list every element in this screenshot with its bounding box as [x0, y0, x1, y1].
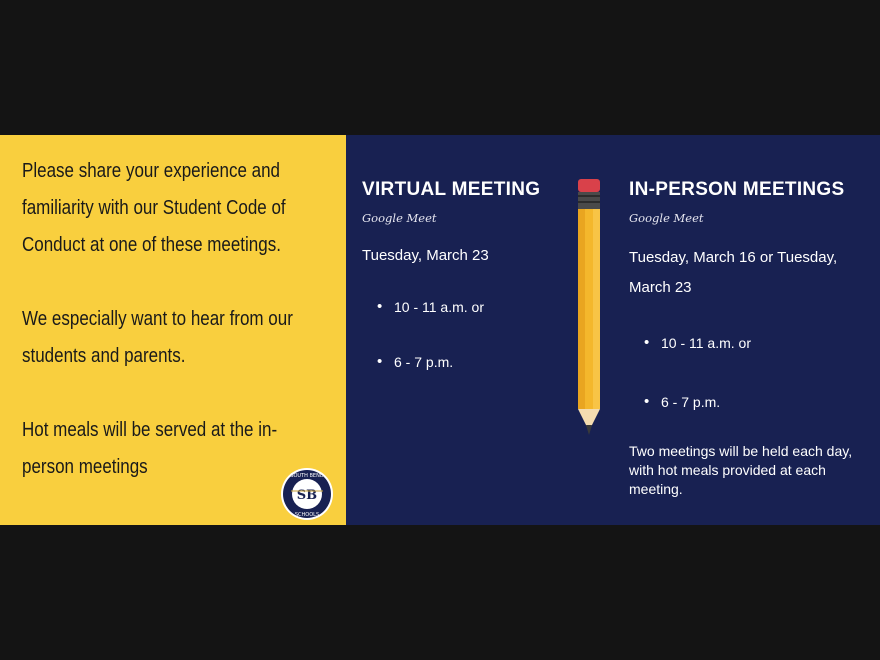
virtual-date: Tuesday, March 23: [362, 247, 489, 264]
pencil-illustration: [577, 179, 601, 437]
virtual-time-2: • 6 - 7 p.m.: [362, 354, 562, 370]
svg-text:SCHOOLS: SCHOOLS: [294, 512, 320, 518]
message-paragraph-3: Hot meals will be served at the in-person meetings: [22, 419, 278, 478]
right-panel: [346, 135, 880, 525]
in-person-meetings-section: [629, 179, 864, 499]
message-paragraph-2: We especially want to hear from our students and parents.: [22, 308, 293, 367]
left-message: [22, 153, 320, 486]
school-seal-logo: [280, 467, 334, 521]
in-person-times-list: [629, 335, 864, 410]
left-panel: [0, 135, 346, 525]
virtual-meeting-section: [362, 179, 562, 370]
svg-text:SOUTH BEND: SOUTH BEND: [290, 473, 324, 479]
message-paragraph-1: Please share your experience and familiarity with our Student Code of Conduct at one of these meetings.: [22, 160, 286, 256]
in-person-time-2: • 6 - 7 p.m.: [629, 394, 864, 410]
virtual-time-1: • 10 - 11 a.m. or: [362, 299, 562, 315]
in-person-time-1: • 10 - 11 a.m. or: [629, 335, 864, 351]
in-person-platform: Google Meet: [629, 211, 704, 225]
svg-text:SB: SB: [296, 488, 318, 503]
virtual-meeting-title: VIRTUAL MEETING: [362, 179, 541, 200]
meetings-banner: [0, 135, 880, 525]
in-person-date: Tuesday, March 16 or Tuesday, March 23: [629, 249, 838, 296]
in-person-note: Two meetings will be held each day, with hot meals provided at each meeting.: [629, 443, 853, 497]
virtual-times-list: [362, 299, 562, 370]
in-person-title: IN-PERSON MEETINGS: [629, 179, 845, 200]
virtual-platform: Google Meet: [362, 211, 437, 225]
